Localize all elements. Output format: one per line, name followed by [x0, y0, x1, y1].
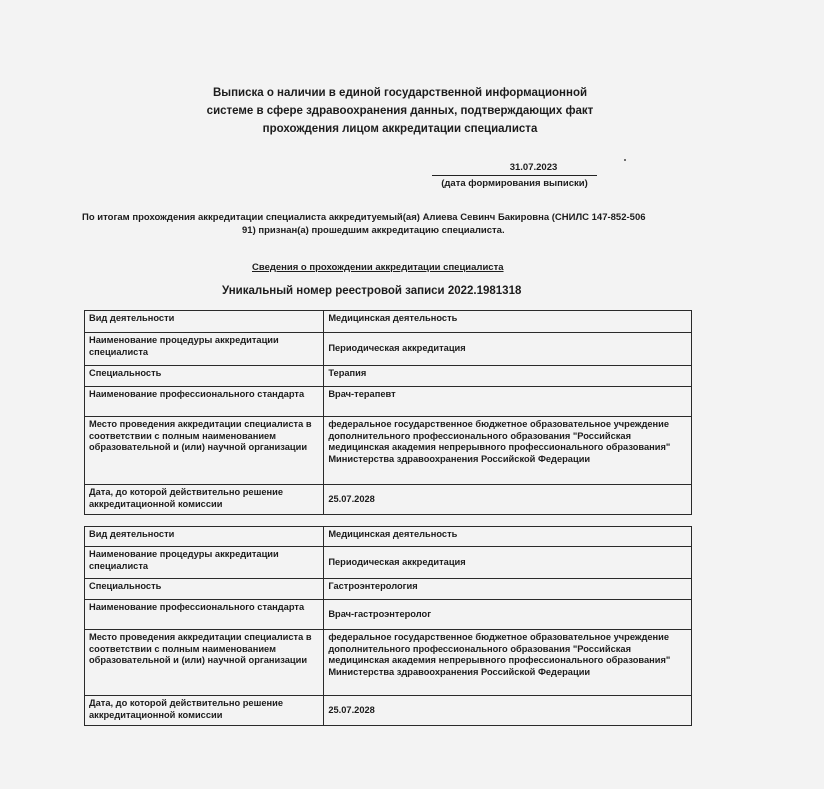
table-row — [85, 630, 692, 696]
row-value: 25.07.2028 — [324, 485, 692, 515]
row-label: Специальность — [85, 579, 324, 600]
row-label: Место проведения аккредитации специалиста в соответствии с полным наименованием образовательной и (или) научной организации — [85, 630, 324, 696]
table-row — [85, 579, 692, 600]
row-label: Дата, до которой действительно решение аккредитационной комиссии — [85, 696, 324, 726]
row-label: Наименование профессионального стандарта — [85, 600, 324, 630]
scan-speck — [624, 159, 626, 161]
row-value: Периодическая аккредитация — [324, 547, 692, 579]
title-line-1: Выписка о наличии в единой государственной информационной — [212, 87, 588, 99]
row-value: Терапия — [324, 366, 692, 387]
generation-date-caption: (дата формирования выписки) — [441, 178, 588, 189]
row-label: Наименование профессионального стандарта — [85, 387, 324, 417]
row-label: Место проведения аккредитации специалиста в соответствии с полным наименованием образовательной и (или) научной организации — [85, 417, 324, 485]
table-row — [85, 311, 692, 333]
table-row — [85, 696, 692, 726]
intro-line-1: По итогам прохождения аккредитации специалиста аккредитуемый(ая) Алиева Севинч Бакировна (СНИЛС 147-852-506 — [82, 212, 646, 223]
row-value: федеральное государственное бюджетное образовательное учреждение дополнительного профессионального образования "Российская медицинская академия непрерывного профессионального образования" Министерства здравоохранения Российской Федерации — [324, 630, 692, 696]
row-value: Врач-терапевт — [324, 387, 692, 417]
row-value: Периодическая аккредитация — [324, 333, 692, 366]
row-value: Медицинская деятельность — [324, 311, 692, 333]
row-label: Вид деятельности — [85, 527, 324, 547]
row-label: Вид деятельности — [85, 311, 324, 333]
row-value: федеральное государственное бюджетное образовательное учреждение дополнительного профессионального образования "Российская медицинская академия непрерывного профессионального образования" Министерства здравоохранения Российской Федерации — [324, 417, 692, 485]
row-value: 25.07.2028 — [324, 696, 692, 726]
registry-record-number: Уникальный номер реестровой записи 2022.1981318 — [222, 285, 522, 297]
title-line-2: системе в сфере здравоохранения данных, подтверждающих факт — [206, 105, 594, 117]
table-row — [85, 366, 692, 387]
row-value: Врач-гастроэнтеролог — [324, 600, 692, 630]
section-title: Сведения о прохождении аккредитации специалиста — [252, 262, 504, 273]
table-row — [85, 485, 692, 515]
accreditation-table-1 — [84, 310, 692, 515]
generation-date: 31.07.2023 — [432, 162, 597, 176]
table-row — [85, 547, 692, 579]
accreditation-table-2 — [84, 526, 692, 726]
title-line-3: прохождения лицом аккредитации специалиста — [262, 123, 538, 135]
row-label: Специальность — [85, 366, 324, 387]
row-value: Гастроэнтерология — [324, 579, 692, 600]
table-row — [85, 600, 692, 630]
table-row — [85, 333, 692, 366]
table-row — [85, 387, 692, 417]
intro-paragraph — [82, 211, 702, 237]
row-label: Дата, до которой действительно решение аккредитационной комиссии — [85, 485, 324, 515]
intro-line-2: 91) признан(а) прошедшим аккредитацию специалиста. — [242, 225, 505, 236]
row-label: Наименование процедуры аккредитации специалиста — [85, 333, 324, 366]
document-title — [120, 84, 680, 138]
table-row — [85, 527, 692, 547]
generation-date-block — [432, 162, 597, 189]
row-value: Медицинская деятельность — [324, 527, 692, 547]
row-label: Наименование процедуры аккредитации специалиста — [85, 547, 324, 579]
table-row — [85, 417, 692, 485]
